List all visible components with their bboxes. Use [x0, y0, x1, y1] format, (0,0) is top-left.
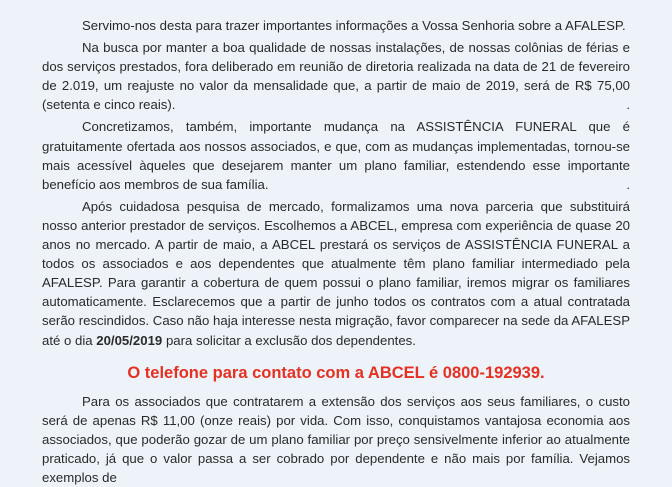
intro-paragraph — [42, 16, 630, 35]
abcel-partnership-text-end: para solicitar a exclusão dos dependentes. — [162, 332, 416, 348]
intro-text: Servimo-nos desta para trazer importantes informações a Vossa Senhoria sobre a AFALESP. — [82, 18, 626, 33]
deadline-date: 20/05/2019 — [96, 332, 163, 348]
funeral-assistance-paragraph — [42, 117, 630, 193]
abcel-partnership-paragraph — [42, 197, 630, 350]
family-extension-paragraph — [42, 392, 630, 487]
funeral-assistance-text: Concretizamos, também, importante mudança na ASSISTÊNCIA FUNERAL que é gratuitamente ofertada aos nossos associados, e que, com as mudanças implementadas, tornou-se mais acessível àqueles que desejarem manter um plano familiar, estendendo esse importante benefício aos membros de sua família. — [42, 119, 630, 192]
fee-adjustment-text: Na busca por manter a boa qualidade de nossas instalações, de nossas colônias de férias e dos serviços prestados, fora deliberado em reunião de diretoria realizada na data de 21 de fevereiro de 2.019, um reajuste no valor da mensalidade que, a partir de maio de 2019, será de R$ 75,00 (setenta e cinco reais). — [42, 40, 630, 113]
contact-phone-callout: O telefone para contato com a ABCEL é 0800-192939. — [127, 363, 545, 382]
abcel-partnership-text: Após cuidadosa pesquisa de mercado, formalizamos uma nova parceria que substituirá nosso anterior prestador de serviços. Escolhemos a ABCEL, empresa com experiência de quase 20 anos no mercado. A partir de maio, a ABCEL prestará os serviços de ASSISTÊNCIA FUNERAL a todos os associados e aos dependentes que atualmente têm plano familiar intermediado pela AFALESP. Para garantir a cobertura de quem possui o plano familiar, iremos migrar os familiares automaticamente. Esclarecemos que a partir de junho todos os contratos com a atual contratada serão rescindidos. Caso não haja interesse nesta migração, favor comparecer na sede da AFALESP até o dia — [42, 198, 630, 348]
trailing-dot: . — [626, 176, 630, 192]
trailing-dot: . — [626, 97, 630, 113]
family-extension-text: Para os associados que contratarem a extensão dos serviços aos seus familiares, o custo será de apenas R$ 11,00 (onze reais) por vida. Com isso, conquistamos vantajosa economia aos associados, que poderão gozar de um plano familiar por preço sensivelmente inferior ao atualmente praticado, já que o valor passa a ser cobrado por dependente e não mais por família. Vejamos exemplos de — [42, 393, 630, 485]
fee-adjustment-paragraph — [42, 38, 630, 114]
